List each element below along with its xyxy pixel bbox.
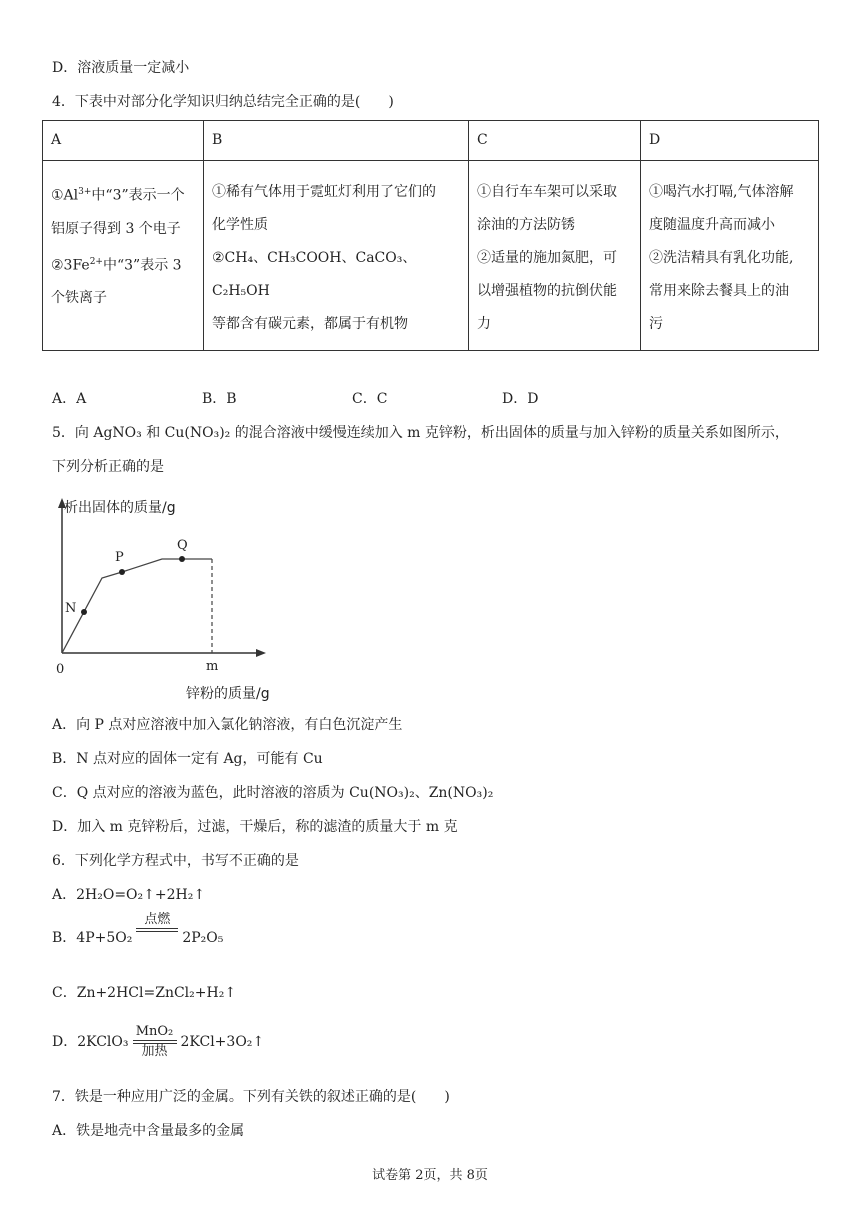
cell-c: ①自行车车架可以采取 涂油的方法防锈 ②适量的施加氮肥，可 以增强植物的抗倒伏能 力 bbox=[469, 161, 641, 351]
point-p bbox=[119, 569, 125, 575]
q4-stem: 4．下表中对部分化学知识归纳总结完全正确的是( ) bbox=[52, 94, 394, 110]
label-n: N bbox=[65, 601, 77, 616]
cell-b: ①稀有气体用于霓虹灯利用了它们的 化学性质 ②CH₄、CH₃COOH、CaCO₃、C₂H₅OH 等都含有碳元素，都属于有机物 bbox=[204, 161, 469, 351]
q4-knowledge-table bbox=[42, 120, 819, 351]
q5-stem-line1: 5．向 AgNO₃ 和 Cu(NO₃)₂ 的混合溶液中缓慢连续加入 m 克锌粉，析出固体的质量与加入锌粉的质量关系如图所示， bbox=[52, 425, 789, 441]
q7-stem: 7．铁是一种应用广泛的金属。下列有关铁的叙述正确的是( ) bbox=[52, 1089, 450, 1105]
q5-option-d: D．加入 m 克锌粉后，过滤，干燥后，称的滤渣的质量大于 m 克 bbox=[52, 819, 458, 835]
q6-option-a: A．2H₂O=O₂↑+2H₂↑ bbox=[52, 887, 206, 903]
cell-d: ①喝汽水打嗝,气体溶解 度随温度升高而减小 ②洗洁精具有乳化功能, 常用来除去餐具上的油 污 bbox=[641, 161, 819, 351]
q4-option-b: B．B bbox=[202, 391, 237, 407]
q4-option-d: D．D bbox=[502, 391, 539, 407]
q4-option-c: C．C bbox=[352, 391, 388, 407]
header-a: A bbox=[43, 121, 204, 161]
label-origin: 0 bbox=[56, 662, 65, 677]
point-n bbox=[81, 609, 87, 615]
q6-option-d: D．2KClO₃ MnO₂ 加热 2KCl+3O₂↑ bbox=[52, 1024, 265, 1059]
q5-option-b: B．N 点对应的固体一定有 Ag，可能有 Cu bbox=[52, 751, 323, 767]
graph-y-label: 析出固体的质量/g bbox=[64, 500, 176, 516]
q5-option-a: A．向 P 点对应溶液中加入氯化钠溶液，有白色沉淀产生 bbox=[52, 717, 403, 733]
header-c: C bbox=[469, 121, 641, 161]
graph-x-label: 锌粉的质量/g bbox=[186, 686, 270, 702]
q6-stem: 6．下列化学方程式中，书写不正确的是 bbox=[52, 853, 299, 869]
curve bbox=[62, 559, 212, 653]
q3-option-d: D．溶液质量一定减小 bbox=[52, 60, 190, 76]
label-m: m bbox=[206, 659, 219, 674]
page-footer: 试卷第 2页，共 8页 bbox=[372, 1168, 488, 1183]
q4-options bbox=[52, 389, 538, 409]
q6-option-b: B．4P+5O₂ 点燃 2P₂O₅ bbox=[52, 912, 224, 946]
q7-option-a: A．铁是地壳中含量最多的金属 bbox=[52, 1123, 245, 1139]
q5-stem-line2: 下列分析正确的是 bbox=[52, 459, 164, 475]
q5-option-c: C．Q 点对应的溶液为蓝色，此时溶液的溶质为 Cu(NO₃)₂、Zn(NO₃)₂ bbox=[52, 785, 494, 801]
label-p: P bbox=[115, 550, 124, 565]
point-q bbox=[179, 556, 185, 562]
q5-graph bbox=[30, 490, 280, 705]
cell-a: $①Al^{3+}$中“3”表示一个 铝原子得到 3 个电子 $②3Fe^{2+}$中“3”表示 3 个铁离子 bbox=[43, 161, 204, 351]
header-d: D bbox=[641, 121, 819, 161]
header-b: B bbox=[204, 121, 469, 161]
label-q: Q bbox=[177, 538, 188, 553]
q4-option-a: A．A bbox=[52, 391, 87, 407]
q6-option-c: C．Zn+2HCl=ZnCl₂+H₂↑ bbox=[52, 985, 237, 1001]
x-axis-arrow bbox=[256, 649, 266, 657]
